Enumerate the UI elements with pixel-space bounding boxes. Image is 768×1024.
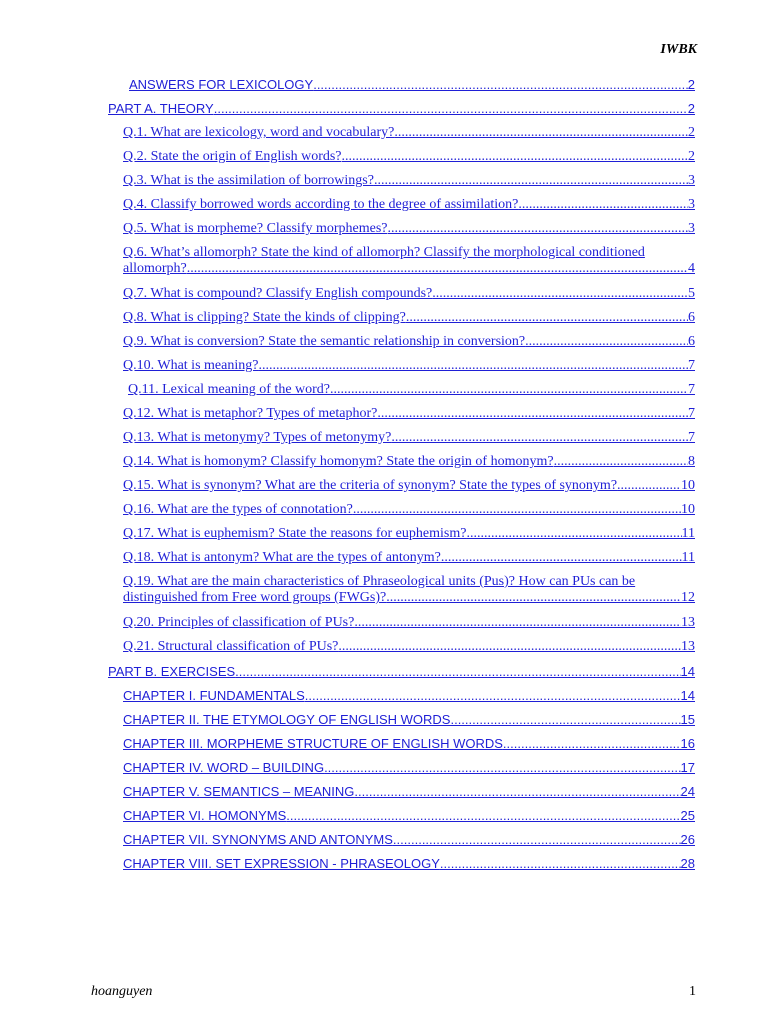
toc-entry-q12[interactable]: Q.12. What is metaphor? Types of metaphor? ..... 7: [123, 406, 695, 422]
toc-entry-q13[interactable]: Q.13. What is metonymy? Types of metonymy? ..... 7: [123, 430, 695, 446]
toc-entry-q8[interactable]: Q.8. What is clipping? State the kinds of clipping? ..... 6: [123, 310, 695, 326]
toc-entry-q16[interactable]: Q.16. What are the types of connotation? ..... 10: [123, 502, 695, 518]
footer-page-number: 1: [689, 984, 696, 999]
toc-entry-q17[interactable]: Q.17. What is euphemism? State the reasons for euphemism? ..... 11: [123, 526, 695, 542]
running-header: IWBK: [660, 42, 697, 57]
toc-entry-chapter-1[interactable]: CHAPTER I. FUNDAMENTALS ..... 14: [123, 688, 695, 704]
toc-entry-q6[interactable]: Q.6. What’s allomorph? State the kind of allomorph? Classify the morphological conditioned allomorph? ..... 4: [123, 245, 695, 277]
toc-entry-q18[interactable]: Q.18. What is antonym? What are the types of antonym? ..... 11: [123, 550, 695, 566]
toc-entry-q15[interactable]: Q.15. What is synonym? What are the criteria of synonym? State the types of synonym? ..... 10: [123, 478, 695, 494]
toc-entry-q20[interactable]: Q.20. Principles of classification of PUs? ..... 13: [123, 615, 695, 631]
toc-entry-q1[interactable]: Q.1. What are lexicology, word and vocabulary? ..... 2: [123, 125, 695, 141]
toc-entry-chapter-4[interactable]: CHAPTER IV. WORD – BUILDING ..... 17: [123, 760, 695, 776]
toc-entry-chapter-5[interactable]: CHAPTER V. SEMANTICS – MEANING ..... 24: [123, 784, 695, 800]
toc-entry-chapter-2[interactable]: CHAPTER II. THE ETYMOLOGY OF ENGLISH WORDS ..... 15: [123, 712, 695, 728]
toc-entry-chapter-3[interactable]: CHAPTER III. MORPHEME STRUCTURE OF ENGLISH WORDS ..... 16: [123, 736, 695, 752]
toc-entry-answers[interactable]: ANSWERS FOR LEXICOLOGY ..... 2: [129, 77, 695, 93]
toc-entry-q11[interactable]: Q.11. Lexical meaning of the word? ..... 7: [128, 382, 695, 398]
toc-entry-q2[interactable]: Q.2. State the origin of English words? ..... 2: [123, 149, 695, 165]
toc-entry-q9[interactable]: Q.9. What is conversion? State the semantic relationship in conversion? ..... 6: [123, 334, 695, 350]
toc-entry-q14[interactable]: Q.14. What is homonym? Classify homonym? State the origin of homonym? ..... 8: [123, 454, 695, 470]
toc-entry-chapter-8[interactable]: CHAPTER VIII. SET EXPRESSION - PHRASEOLOGY ..... 28: [123, 856, 695, 872]
toc-entry-chapter-6[interactable]: CHAPTER VI. HOMONYMS ..... 25: [123, 808, 695, 824]
toc-entry-part-b[interactable]: PART B. EXERCISES ..... 14: [108, 664, 695, 680]
toc-entry-q19[interactable]: Q.19. What are the main characteristics of Phraseological units (Pus)? How can PUs can be distinguished from Free word groups (FWGs)? ..... 12: [123, 574, 695, 606]
footer-author: hoanguyen: [91, 984, 153, 999]
toc-entry-q3[interactable]: Q.3. What is the assimilation of borrowings? ..... 3: [123, 173, 695, 189]
toc-entry-q21[interactable]: Q.21. Structural classification of PUs? ..... 13: [123, 639, 695, 655]
toc-entry-q4[interactable]: Q.4. Classify borrowed words according to the degree of assimilation? ..... 3: [123, 197, 695, 213]
toc-entry-q7[interactable]: Q.7. What is compound? Classify English compounds? ..... 5: [123, 286, 695, 302]
toc-entry-part-a[interactable]: PART A. THEORY ..... 2: [108, 101, 695, 117]
toc-entry-q5[interactable]: Q.5. What is morpheme? Classify morphemes? ..... 3: [123, 221, 695, 237]
toc-entry-chapter-7[interactable]: CHAPTER VII. SYNONYMS AND ANTONYMS ..... 26: [123, 832, 695, 848]
toc-entry-q10[interactable]: Q.10. What is meaning? ..... 7: [123, 358, 695, 374]
